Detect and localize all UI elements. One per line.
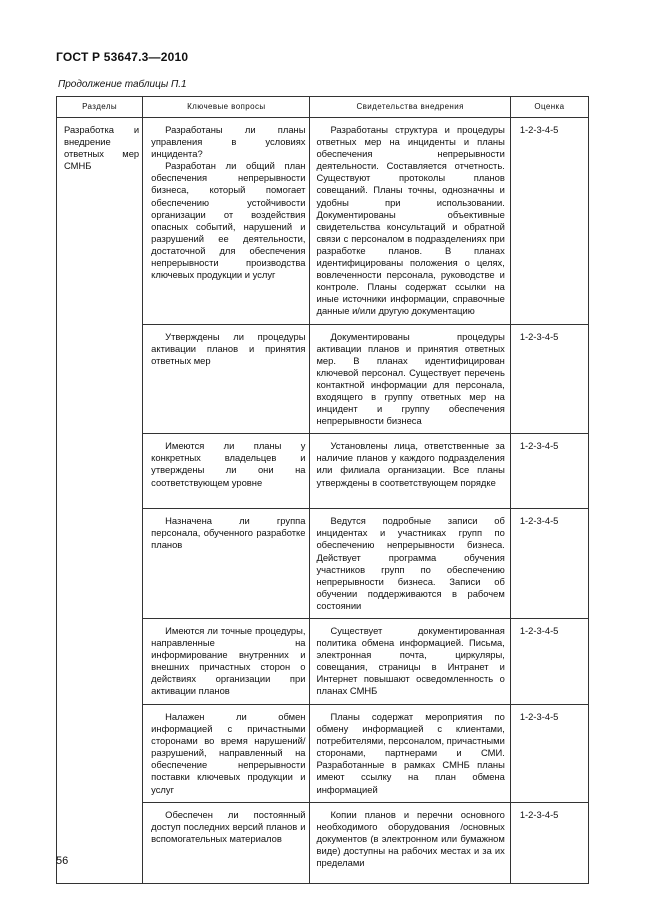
evidence-cell [310, 324, 510, 434]
question-text: Имеются ли точные процедуры, направленные на информирование внутренних и внешних причастных сторон о действиях организации при активации планов [151, 625, 306, 697]
question-text: Разработан ли общий план обеспечения непрерывности бизнеса, который помогает обеспечению устойчивости организации от воздействия опасных событий, нарушений и разрушений ее деятельности, достаточной для обеспечения непрерывности производства ключевых продукции и услуг [151, 160, 306, 281]
score-cell: 1-2-3-4-5 [510, 434, 588, 509]
question-cell [143, 324, 310, 434]
question-text: Утверждены ли процедуры активации планов и принятия ответных мер [151, 330, 306, 366]
score-cell: 1-2-3-4-5 [510, 619, 588, 705]
table-caption: Продолжение таблицы П.1 [58, 79, 187, 90]
assessment-table [56, 96, 589, 884]
evidence-text: Планы содержат мероприятия по обмену информацией с клиентами, потребителями, персоналом, причастными сторонами, партнерами и СМИ. Разработанные в рамках СМНБ планы имеют ссылку на план обмена информацией [316, 711, 505, 795]
evidence-cell [310, 705, 510, 803]
question-text: Обеспечен ли постоянный доступ последних версий планов и вспомогательных материалов [151, 808, 306, 844]
score-cell: 1-2-3-4-5 [510, 324, 588, 434]
question-cell [143, 509, 310, 619]
column-header-score: Оценка [510, 97, 588, 118]
section-cell: Разработка и внедрение ответных мер СМНБ [57, 118, 143, 884]
evidence-cell [310, 434, 510, 509]
question-cell [143, 434, 310, 509]
question-cell [143, 705, 310, 803]
question-text: Налажен ли обмен информацией с причастными сторонами во время нарушений/разрушений, направленный на обеспечение непрерывности поставки ключевых продукции и услуг [151, 711, 306, 795]
table-row [57, 118, 589, 325]
evidence-text: Существует документированная политика обмена информацией. Письма, электронная почта, циркуляры, совещания, страницы в Интранет и Интернет повышают осведомленность о планах СМНБ [316, 625, 505, 697]
evidence-cell [310, 802, 510, 883]
evidence-text: Ведутся подробные записи об инцидентах и участниках групп по обеспечению непрерывности бизнеса. Действует программа обучения участников групп по обеспечению непрерывности бизнеса. Записи об обучении поддерживаются в рабочем состоянии [316, 515, 505, 611]
table-header-row [57, 97, 589, 118]
document-header: ГОСТ Р 53647.3—2010 [56, 50, 189, 64]
score-cell: 1-2-3-4-5 [510, 705, 588, 803]
evidence-cell [310, 118, 510, 325]
question-cell [143, 619, 310, 705]
evidence-cell [310, 619, 510, 705]
evidence-text: Разработаны структура и процедуры ответных мер на инциденты и планы обеспечения непрерывности деятельности. Составляется отчетность. Существуют протоколы планов совещаний. Планы точны, однозначны и удобны при использовании. Документированы объективные свидетельства консультаций и обратной связи с персоналом в подразделениях при разработке планов. В планах идентифицированы положения о целях, вовлеченности персонала, руководстве и контроле. Планы содержат ссылки на иные источники информации, справочные данные и/или другую документацию [316, 124, 505, 317]
column-header-key-questions: Ключевые вопросы [143, 97, 310, 118]
evidence-text: Установлены лица, ответственные за наличие планов у каждого подразделения или филиала организации. Все планы утверждены в соответствующем порядке [316, 440, 505, 488]
evidence-text: Документированы процедуры активации планов и принятия ответных мер. В планах идентифицирован ключевой персонал. Существует перечень контактной информации для персонала, входящего в группу ответных мер на инцидент и группу обеспечения непрерывности бизнеса [316, 330, 505, 427]
score-cell: 1-2-3-4-5 [510, 802, 588, 883]
column-header-evidence: Свидетельства внедрения [310, 97, 510, 118]
page-number: 56 [56, 855, 69, 867]
evidence-text: Копии планов и перечни основного необходимого оборудования /основных документов (в электронном или бумажном виде) доступны на рабочих местах и за их пределами [316, 808, 505, 869]
column-header-sections: Разделы [57, 97, 143, 118]
question-text: Имеются ли планы у конкретных владельцев и утверждены ли они на соответствующем уровне [151, 440, 306, 488]
question-text: Разработаны ли планы управления в условиях инцидента? [151, 124, 306, 160]
evidence-cell [310, 509, 510, 619]
score-cell: 1-2-3-4-5 [510, 118, 588, 325]
question-cell [143, 802, 310, 883]
question-cell [143, 118, 310, 325]
question-text: Назначена ли группа персонала, обученного разработке планов [151, 515, 306, 551]
score-cell: 1-2-3-4-5 [510, 509, 588, 619]
